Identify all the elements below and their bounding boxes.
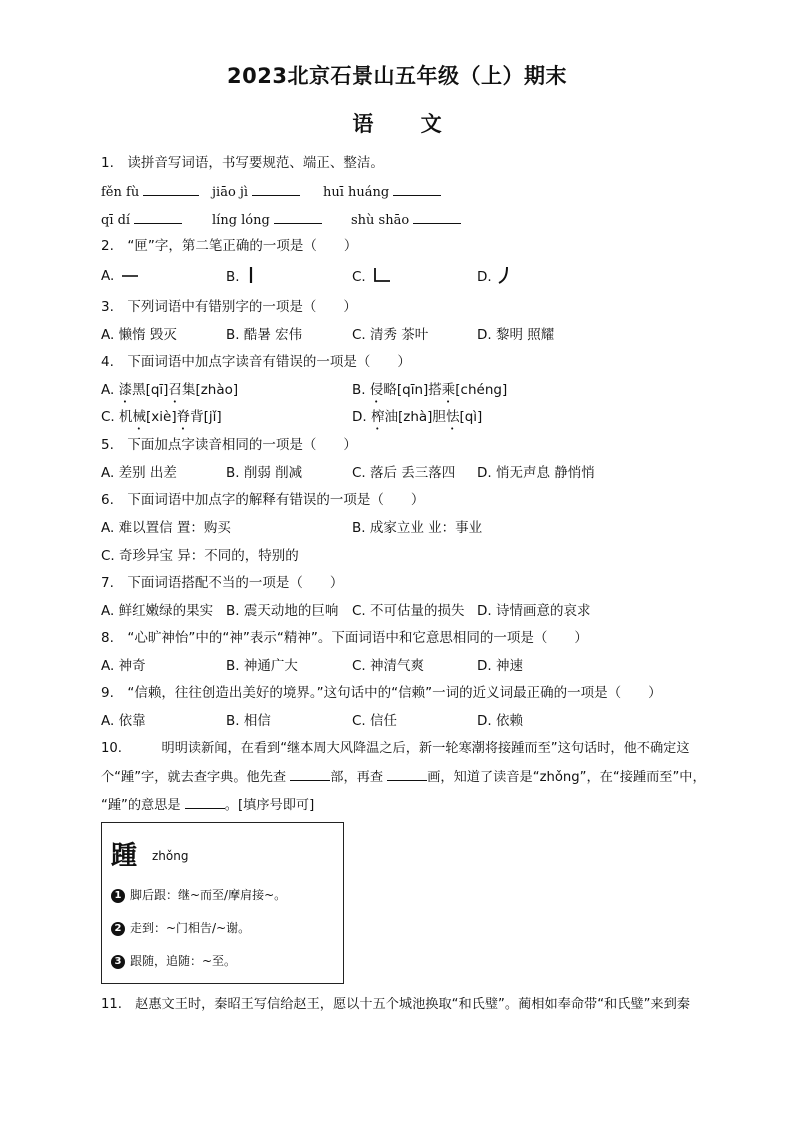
dictionary-definition-2: 2 走到：~门相告/~谢。 (111, 919, 250, 936)
q1-pinyin-5: líng lóng (212, 209, 322, 231)
stroke-left-falling-icon (496, 266, 512, 284)
stroke-vertical-horizontal-icon (370, 266, 392, 284)
q1-pinyin-6: shù shāo (351, 209, 461, 231)
page-subtitle: 语 文 (352, 112, 442, 136)
q4-option-c[interactable]: C. 机械[xiè]脊背[jǐ] (101, 409, 222, 425)
question-2-stem: 2. “匣”字，第二笔正确的一项是（ ） (101, 238, 358, 254)
question-7-stem: 7. 下面词语搭配不当的一项是（ ） (101, 575, 344, 591)
q9-option-c[interactable]: C. 信任 (352, 713, 398, 729)
q1-pinyin-3: huī huáng (323, 181, 441, 203)
answer-blank[interactable] (413, 209, 461, 224)
q8-option-d[interactable]: D. 神速 (477, 658, 523, 674)
q7-option-b[interactable]: B. 震天动地的巨响 (226, 603, 339, 619)
q5-option-d[interactable]: D. 悄无声息 静悄悄 (477, 465, 595, 481)
question-6-stem: 6. 下面词语中加点字的解释有错误的一项是（ ） (101, 492, 425, 508)
answer-blank[interactable] (393, 181, 441, 196)
q4-option-a[interactable]: A. 漆黑[qī]召集[zhào] (101, 382, 239, 398)
q5-option-b[interactable]: B. 削弱 削减 (226, 465, 303, 481)
q1-pinyin-4: qī dí (101, 209, 182, 231)
question-10-line-3: “踵”的意思是 。[填序号即可] (101, 794, 314, 816)
q9-option-b[interactable]: B. 相信 (226, 713, 271, 729)
question-10-line-2: 个“踵”字，就去查字典。他先查 部，再查 画，知道了读音是“zhǒng”，在“接踵而至”中， (101, 766, 706, 788)
dictionary-definition-1: 1 脚后跟：继~而至/摩肩接~。 (111, 886, 286, 903)
q2-option-c[interactable]: C. (352, 266, 392, 287)
question-11-line-1: 11. 赵惠文王时，秦昭王写信给赵王，愿以十五个城池换取“和氏璧”。蔺相如奉命带“和氏璧”来到秦 (101, 997, 690, 1012)
q9-option-d[interactable]: D. 依赖 (477, 713, 523, 729)
q6-option-c[interactable]: C. 奇珍异宝 异：不同的，特别的 (101, 548, 299, 564)
q6-option-a[interactable]: A. 难以置信 置：购买 (101, 520, 231, 536)
q2-option-b[interactable]: B. (226, 266, 258, 287)
question-1-stem: 1. 读拼音写词语，书写要规范、端正、整洁。 (101, 155, 384, 171)
q5-option-c[interactable]: C. 落后 丢三落四 (352, 465, 456, 481)
q3-option-a[interactable]: A. 懒惰 毁灭 (101, 327, 177, 343)
q3-option-d[interactable]: D. 黎明 照耀 (477, 327, 555, 343)
q8-option-a[interactable]: A. 神奇 (101, 658, 146, 674)
dictionary-entry-box (101, 822, 344, 984)
stroke-horizontal-icon (119, 267, 141, 283)
q8-option-c[interactable]: C. 神清气爽 (352, 658, 425, 674)
dictionary-character: 踵 (111, 841, 138, 871)
q4-option-d[interactable]: D. 榨油[zhà]胆怯[qì] (352, 409, 483, 425)
question-4-stem: 4. 下面词语中加点字读音有错误的一项是（ ） (101, 354, 411, 370)
question-3-stem: 3. 下列词语中有错别字的一项是（ ） (101, 299, 357, 315)
q1-pinyin-2: jiāo jì (212, 181, 300, 203)
q5-option-a[interactable]: A. 差别 出差 (101, 465, 177, 481)
question-10-line-1: 10. 明明读新闻，在看到“继本周大风降温之后，新一轮寒潮将接踵而至”这句话时，他不确定这 (101, 741, 690, 756)
answer-blank[interactable] (252, 181, 300, 196)
q7-option-d[interactable]: D. 诗情画意的哀求 (477, 603, 591, 619)
q1-pinyin-1: fěn fù (101, 181, 199, 203)
q2-option-d[interactable]: D. (477, 266, 512, 287)
answer-blank[interactable] (134, 209, 182, 224)
q6-option-b[interactable]: B. 成家立业 业：事业 (352, 520, 483, 536)
q7-option-c[interactable]: C. 不可估量的损失 (352, 603, 465, 619)
q3-option-c[interactable]: C. 清秀 茶叶 (352, 327, 429, 343)
question-5-stem: 5. 下面加点字读音相同的一项是（ ） (101, 437, 357, 453)
answer-blank-meaning[interactable] (185, 794, 225, 809)
q4-option-b[interactable]: B. 侵略[qīn]搭乘[chéng] (352, 382, 508, 398)
question-8-stem: 8. “心旷神怡”中的“神”表示“精神”。下面词语中和它意思相同的一项是（ ） (101, 630, 588, 646)
q7-option-a[interactable]: A. 鲜红嫩绿的果实 (101, 603, 214, 619)
q9-option-a[interactable]: A. 依靠 (101, 713, 146, 729)
answer-blank-strokes[interactable] (387, 766, 427, 781)
q3-option-b[interactable]: B. 酷暑 宏伟 (226, 327, 303, 343)
dictionary-definition-3: 3 跟随，追随：~至。 (111, 952, 236, 969)
answer-blank[interactable] (143, 181, 199, 196)
q8-option-b[interactable]: B. 神通广大 (226, 658, 298, 674)
answer-blank[interactable] (274, 209, 322, 224)
question-9-stem: 9. “信赖，往往创造出美好的境界。”这句话中的“信赖”一词的近义词最正确的一项是（ ） (101, 685, 662, 701)
dictionary-pinyin: zhǒng (152, 849, 189, 863)
page-title: 2023北京石景山五年级（上）期末 (227, 64, 567, 88)
answer-blank-radical[interactable] (290, 766, 330, 781)
q2-option-a[interactable]: A. (101, 266, 141, 286)
stroke-vertical-icon (244, 266, 258, 284)
